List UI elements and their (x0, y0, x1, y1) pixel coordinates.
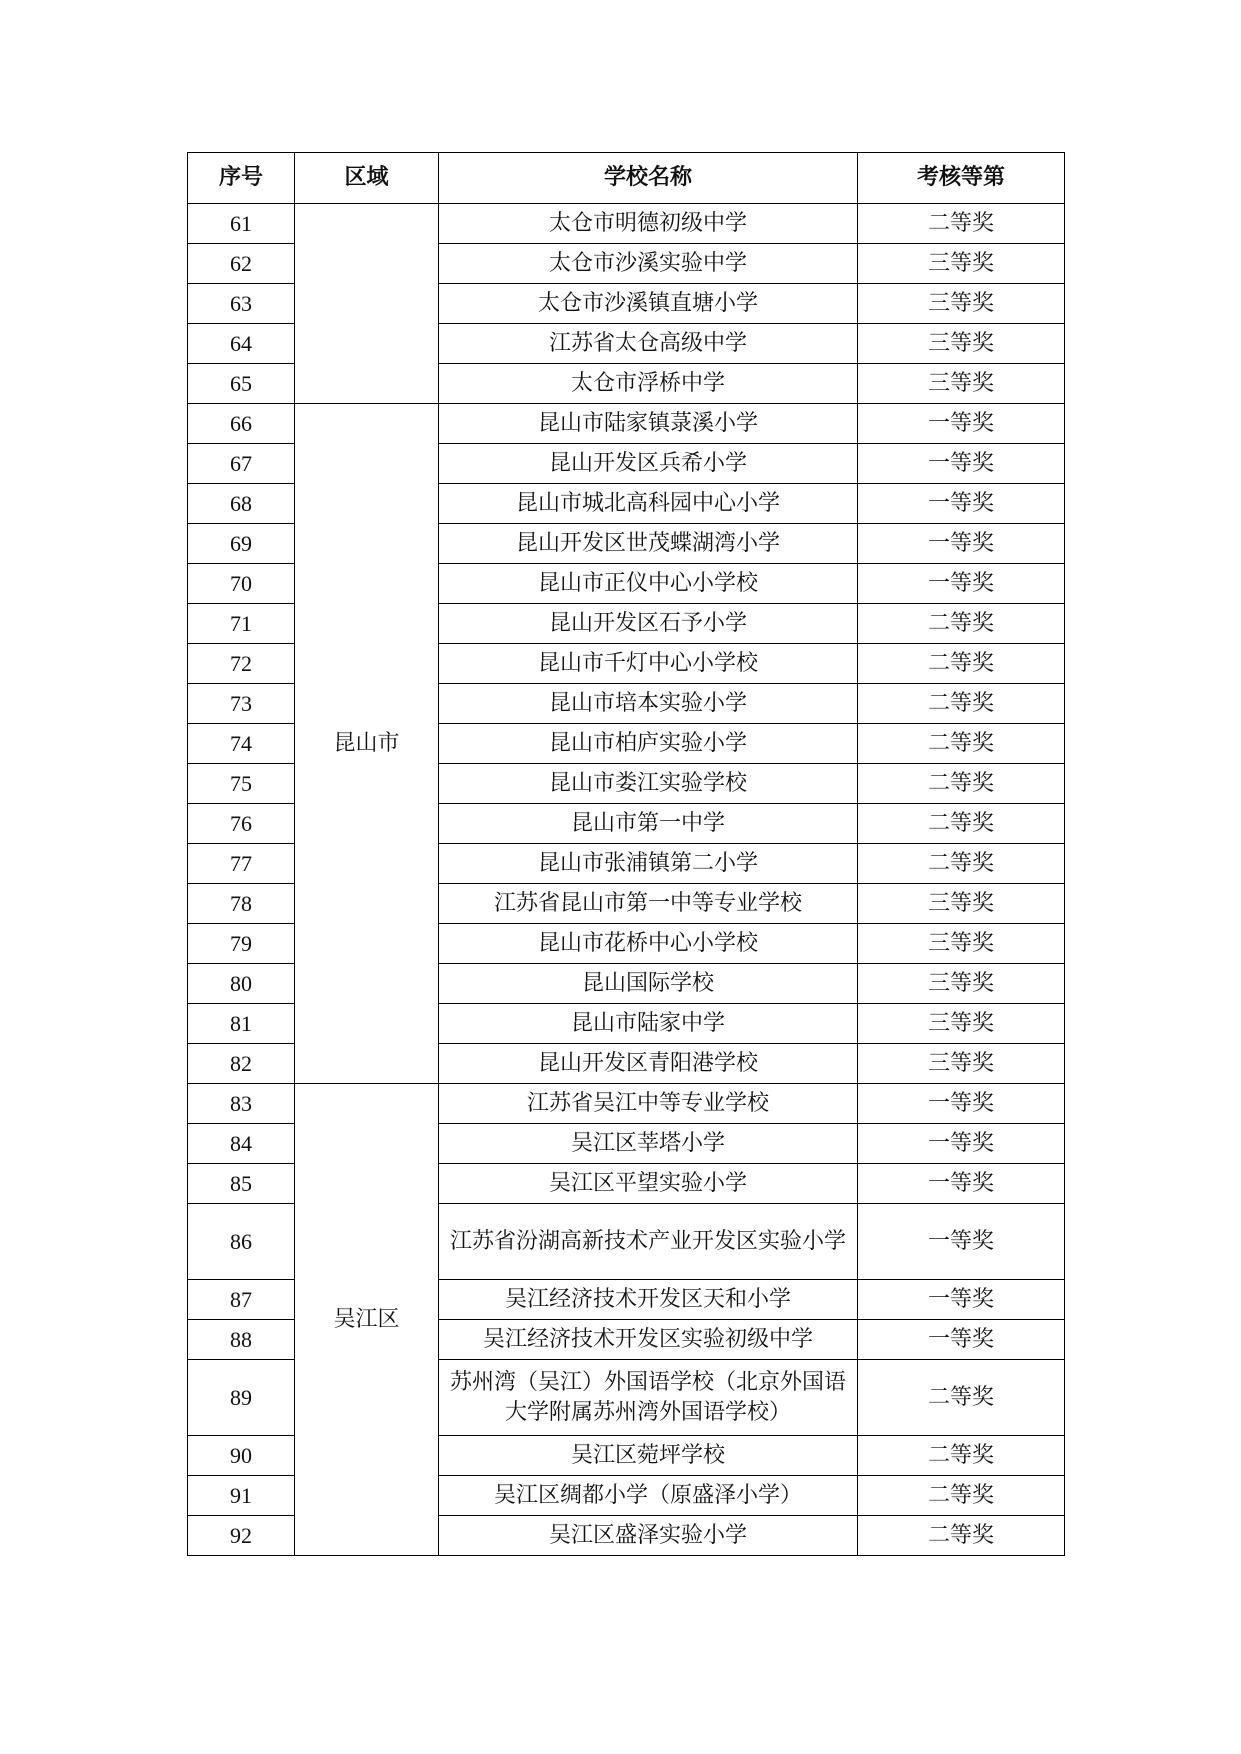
school-cell: 昆山市第一中学 (439, 804, 858, 844)
region-cell-kunshan: 昆山市 (295, 404, 439, 1084)
grade-cell: 三等奖 (858, 284, 1065, 324)
seq-cell: 72 (188, 644, 295, 684)
school-cell: 昆山开发区青阳港学校 (439, 1044, 858, 1084)
seq-cell: 65 (188, 364, 295, 404)
grade-cell: 二等奖 (858, 204, 1065, 244)
school-cell: 昆山市陆家中学 (439, 1004, 858, 1044)
school-cell: 昆山市娄江实验学校 (439, 764, 858, 804)
grade-cell: 二等奖 (858, 644, 1065, 684)
school-cell: 吴江经济技术开发区天和小学 (439, 1280, 858, 1320)
seq-cell: 63 (188, 284, 295, 324)
table-row (188, 1084, 1065, 1124)
grade-cell: 三等奖 (858, 324, 1065, 364)
school-cell: 吴江区平望实验小学 (439, 1164, 858, 1204)
grade-cell: 三等奖 (858, 244, 1065, 284)
grade-cell: 一等奖 (858, 444, 1065, 484)
school-cell: 太仓市明德初级中学 (439, 204, 858, 244)
header-region: 区域 (295, 153, 439, 204)
grade-cell: 一等奖 (858, 1084, 1065, 1124)
school-cell: 江苏省昆山市第一中等专业学校 (439, 884, 858, 924)
school-cell: 昆山市花桥中心小学校 (439, 924, 858, 964)
school-cell: 昆山市千灯中心小学校 (439, 644, 858, 684)
region-cell-wujiang: 吴江区 (295, 1084, 439, 1556)
school-cell: 昆山开发区世茂蝶湖湾小学 (439, 524, 858, 564)
grade-cell: 二等奖 (858, 804, 1065, 844)
grade-cell: 二等奖 (858, 844, 1065, 884)
school-cell: 昆山国际学校 (439, 964, 858, 1004)
seq-cell: 83 (188, 1084, 295, 1124)
seq-cell: 62 (188, 244, 295, 284)
seq-cell: 77 (188, 844, 295, 884)
school-cell: 吴江经济技术开发区实验初级中学 (439, 1320, 858, 1360)
seq-cell: 61 (188, 204, 295, 244)
region-cell-taicang (295, 204, 439, 404)
school-cell: 太仓市沙溪镇直塘小学 (439, 284, 858, 324)
grade-cell: 三等奖 (858, 1044, 1065, 1084)
awards-table (187, 152, 1065, 1556)
seq-cell: 81 (188, 1004, 295, 1044)
grade-cell: 一等奖 (858, 524, 1065, 564)
school-cell: 江苏省汾湖高新技术产业开发区实验小学 (439, 1204, 858, 1280)
header-school: 学校名称 (439, 153, 858, 204)
seq-cell: 73 (188, 684, 295, 724)
grade-cell: 一等奖 (858, 404, 1065, 444)
school-cell: 吴江区莘塔小学 (439, 1124, 858, 1164)
seq-cell: 71 (188, 604, 295, 644)
grade-cell: 三等奖 (858, 924, 1065, 964)
seq-cell: 89 (188, 1360, 295, 1436)
school-cell: 昆山市正仪中心小学校 (439, 564, 858, 604)
seq-cell: 88 (188, 1320, 295, 1360)
school-cell: 太仓市沙溪实验中学 (439, 244, 858, 284)
seq-cell: 69 (188, 524, 295, 564)
school-cell: 昆山市城北高科园中心小学 (439, 484, 858, 524)
school-cell: 江苏省太仓高级中学 (439, 324, 858, 364)
seq-cell: 80 (188, 964, 295, 1004)
grade-cell: 二等奖 (858, 1476, 1065, 1516)
seq-cell: 74 (188, 724, 295, 764)
header-row (188, 153, 1065, 204)
seq-cell: 92 (188, 1516, 295, 1556)
school-cell: 吴江区菀坪学校 (439, 1436, 858, 1476)
grade-cell: 二等奖 (858, 764, 1065, 804)
seq-cell: 76 (188, 804, 295, 844)
seq-cell: 84 (188, 1124, 295, 1164)
school-cell: 昆山市陆家镇菉溪小学 (439, 404, 858, 444)
grade-cell: 一等奖 (858, 1280, 1065, 1320)
grade-cell: 二等奖 (858, 684, 1065, 724)
school-cell: 苏州湾（吴江）外国语学校（北京外国语大学附属苏州湾外国语学校） (439, 1360, 858, 1436)
grade-cell: 一等奖 (858, 1124, 1065, 1164)
grade-cell: 二等奖 (858, 724, 1065, 764)
grade-cell: 一等奖 (858, 484, 1065, 524)
grade-cell: 二等奖 (858, 1436, 1065, 1476)
seq-cell: 67 (188, 444, 295, 484)
seq-cell: 82 (188, 1044, 295, 1084)
header-grade: 考核等第 (858, 153, 1065, 204)
grade-cell: 一等奖 (858, 1320, 1065, 1360)
table-row (188, 204, 1065, 244)
school-cell: 江苏省吴江中等专业学校 (439, 1084, 858, 1124)
grade-cell: 一等奖 (858, 564, 1065, 604)
school-cell: 昆山开发区兵希小学 (439, 444, 858, 484)
school-cell: 吴江区盛泽实验小学 (439, 1516, 858, 1556)
grade-cell: 三等奖 (858, 1004, 1065, 1044)
grade-cell: 三等奖 (858, 884, 1065, 924)
school-cell: 昆山市柏庐实验小学 (439, 724, 858, 764)
grade-cell: 二等奖 (858, 604, 1065, 644)
grade-cell: 一等奖 (858, 1164, 1065, 1204)
seq-cell: 70 (188, 564, 295, 604)
seq-cell: 78 (188, 884, 295, 924)
seq-cell: 75 (188, 764, 295, 804)
school-cell: 昆山市张浦镇第二小学 (439, 844, 858, 884)
header-seq: 序号 (188, 153, 295, 204)
grade-cell: 三等奖 (858, 964, 1065, 1004)
grade-cell: 一等奖 (858, 1204, 1065, 1280)
seq-cell: 68 (188, 484, 295, 524)
school-cell: 吴江区绸都小学（原盛泽小学） (439, 1476, 858, 1516)
seq-cell: 91 (188, 1476, 295, 1516)
seq-cell: 87 (188, 1280, 295, 1320)
grade-cell: 二等奖 (858, 1516, 1065, 1556)
seq-cell: 86 (188, 1204, 295, 1280)
seq-cell: 85 (188, 1164, 295, 1204)
school-cell: 昆山市培本实验小学 (439, 684, 858, 724)
table-row (188, 404, 1065, 444)
school-cell: 昆山开发区石予小学 (439, 604, 858, 644)
grade-cell: 二等奖 (858, 1360, 1065, 1436)
seq-cell: 90 (188, 1436, 295, 1476)
seq-cell: 79 (188, 924, 295, 964)
seq-cell: 66 (188, 404, 295, 444)
seq-cell: 64 (188, 324, 295, 364)
grade-cell: 三等奖 (858, 364, 1065, 404)
school-cell: 太仓市浮桥中学 (439, 364, 858, 404)
